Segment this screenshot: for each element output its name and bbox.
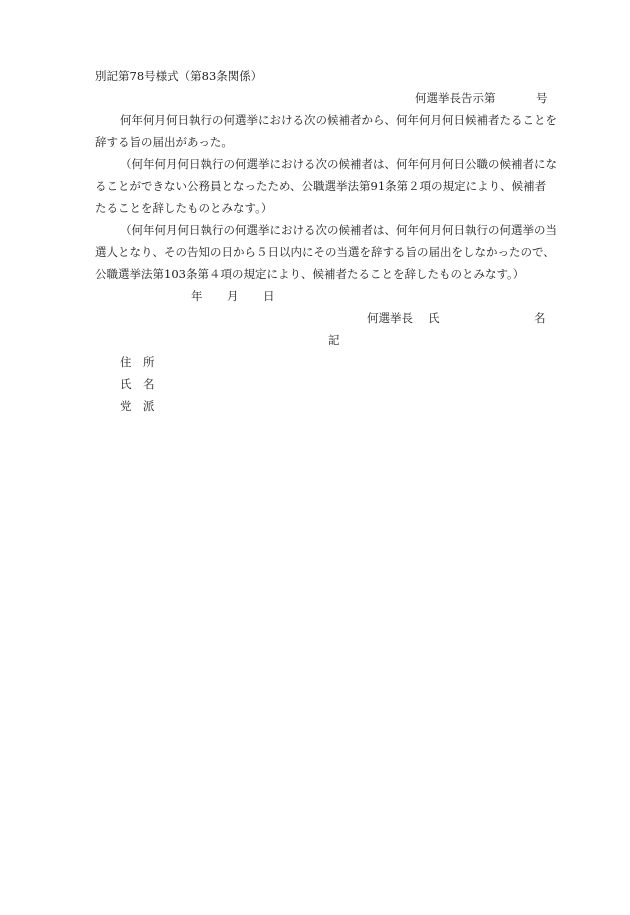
ki-heading: 記 (328, 333, 340, 347)
paragraph-3-line-1: （何年何月何日執行の何選挙における次の候補者は、何年何月何日執行の何選挙の当 (120, 223, 557, 237)
paragraph-1-line-1: 何年何月何日執行の何選挙における次の候補者から、何年何月何日候補者たることを (120, 113, 557, 127)
paragraph-1-line-2: 辞する旨の届出があった。 (95, 135, 233, 149)
signer-title: 何選挙長 (367, 311, 413, 325)
date-year: 年 (191, 289, 203, 303)
signer-name-label: 名 (534, 311, 546, 325)
date-month: 月 (227, 289, 239, 303)
signer-surname-label: 氏 (428, 311, 440, 325)
paragraph-2-line-3: たることを辞したものとみなす。） (95, 201, 273, 215)
notice-suffix: 号 (536, 91, 548, 105)
paragraph-3-line-2: 選人となり、その告知の日から５日以内にその当選を辞する旨の届出をしなかったので、 (95, 245, 555, 259)
notice-prefix: 何選挙長告示第 (415, 91, 496, 105)
date-day: 日 (263, 289, 275, 303)
paragraph-2-line-1: （何年何月何日執行の何選挙における次の候補者は、何年何月何日公職の候補者にな (120, 157, 557, 171)
field-party-label: 党 派 (120, 399, 155, 413)
paragraph-3-line-3: 公職選挙法第103条第４項の規定により、候補者たることを辞したものとみなす。） (95, 267, 525, 281)
form-title: 別記第78号様式（第83条関係） (95, 69, 263, 83)
paragraph-2-line-2: ることができない公務員となったため、公職選挙法第91条第２項の規定により、候補者 (95, 179, 547, 193)
field-name-label: 氏 名 (120, 377, 155, 391)
field-address-label: 住 所 (120, 355, 155, 369)
